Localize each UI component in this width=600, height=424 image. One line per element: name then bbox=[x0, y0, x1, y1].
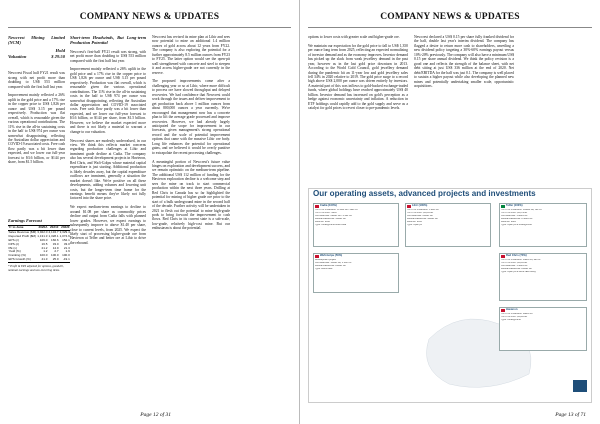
country-flag-icon bbox=[407, 205, 411, 208]
asset-detail-line: Mineral Resources: 8.5Moz Au bbox=[501, 217, 533, 220]
asset-name: Telfer (100%) bbox=[506, 204, 523, 208]
article-paragraph: We maintain our expectation for the gold price to fall to US$ 1,350 per ounce long term from 2025, reflecting an expected normalizing of investor demand and as the economy improves. Investor demand has picked up the slack from weak jewellery demand in the past year, however as in the last gold price downturn in 2013. According to the World Gold Council, gold jewellery demand during the pandemic hit an 11-year low and gold jewellery sales fell 34% in 2020 relative to 2019. The gold price surge to a record high above US$ 2,000 per ounce was driven entirely by investors. A material part of this was inflows to gold-backed exchange-traded funds, where global holdings have reached approximately US$ 40 billion. Investor demand has increased on gold's perception as a hedge against economic uncertainty and inflation. A reduction in ETF holdings could rapidly add to the gold supply and serve as a catalyst for gold prices to revert closer to pre-pandemic levels. bbox=[308, 43, 408, 111]
earnings-cell: 21.3 bbox=[63, 245, 70, 250]
earnings-cell: 33.0 bbox=[63, 241, 70, 246]
asset-detail-line: Ore Reserves: 29Moz Au / 4.1Mt Cu bbox=[315, 214, 352, 217]
earnings-row-label: DPS (c) bbox=[8, 241, 20, 246]
asset-detail-line: Ore Reserves: 1.5Moz Au bbox=[501, 264, 528, 267]
asset-card-header bbox=[315, 255, 397, 258]
earnings-cell: 100.0 bbox=[39, 253, 48, 258]
page-header: COMPANY NEWS & UPDATES bbox=[380, 12, 520, 22]
earnings-cell: 152.1 bbox=[62, 237, 70, 242]
earnings-note: * Profit & EPS adjusted for options, goodwill, notional earnings and non-recurring items. bbox=[8, 264, 64, 272]
asset-name: Red Chris (70%) bbox=[506, 254, 527, 258]
earnings-row-label: Sales Revenue ($M) bbox=[8, 229, 37, 234]
article-paragraph: options to lower costs with greater scale and higher-grade ore. bbox=[308, 35, 400, 39]
operations-title: Our operating assets, advanced projects and investments bbox=[313, 189, 536, 198]
asset-detail-line: H1 FY21 Production: 16koz Au, 9kt Cu bbox=[501, 259, 541, 261]
page-number: Page 12 of 31 bbox=[140, 412, 171, 418]
summary-paragraph: Newcrest Fiscal half FY21 result was strong with net profit more than doubling to US$ 553 million compared with the first half last year. bbox=[8, 71, 65, 89]
earnings-cell: 106.0 bbox=[39, 237, 48, 242]
asset-name: Lihir (100%) bbox=[412, 204, 428, 208]
asset-detail-line: H1 FY21 Production: 189koz Au, 5kt Cu bbox=[501, 209, 542, 211]
asset-detail-line: Type: Underground bbox=[501, 318, 521, 321]
asset-card bbox=[313, 203, 399, 247]
country-flag-icon bbox=[315, 255, 319, 258]
earnings-cell: -19.1 bbox=[59, 258, 70, 262]
article-headline: Short-term Headwinds, But Long-term Production Potential bbox=[70, 35, 146, 46]
asset-card bbox=[499, 203, 587, 247]
asset-detail-line: Mineral Resources: 48Moz Au bbox=[407, 217, 438, 220]
asset-detail-line: Type: Underground block cave bbox=[315, 223, 347, 226]
article-column-3 bbox=[308, 35, 408, 115]
asset-detail-line: H1 FY21 AISC: $1,025/oz bbox=[501, 315, 528, 318]
article-column-2 bbox=[152, 35, 230, 235]
valuation-value: $ 29.50 bbox=[51, 53, 65, 59]
asset-card-header bbox=[501, 205, 585, 208]
page-header: COMPANY NEWS & UPDATES bbox=[79, 12, 220, 22]
asset-card bbox=[499, 307, 587, 351]
country-flag-icon bbox=[501, 205, 505, 208]
earnings-cell: 1.2 bbox=[43, 249, 48, 254]
earnings-cell: 1,328.1 bbox=[48, 233, 59, 238]
earnings-cell: 2.7 bbox=[54, 249, 59, 254]
company-name: Newcrest Mining Limited (NCM) bbox=[8, 35, 65, 46]
earnings-table bbox=[8, 225, 70, 263]
asset-detail-line: Mine life: 2023 bbox=[501, 220, 516, 223]
earnings-col-header: 2021F bbox=[48, 226, 59, 231]
asset-detail-line: Mine life: 2053 bbox=[407, 220, 422, 223]
header-divider bbox=[308, 27, 592, 28]
earnings-cell: 100.0 bbox=[62, 253, 70, 258]
valuation-label: Valuation bbox=[8, 53, 27, 59]
earnings-cell: 1,074.6 bbox=[59, 233, 70, 238]
asset-name: Havieron bbox=[506, 308, 518, 312]
asset-card-header bbox=[315, 205, 397, 208]
asset-detail-line: Ore Reserves: 13Moz Au, 5.3Mt Cu bbox=[315, 261, 352, 264]
asset-detail-line: H1 FY21 Production: 98koz Au bbox=[501, 313, 533, 315]
country-flag-icon bbox=[315, 205, 319, 208]
asset-detail-line: H1 FY21 AISC: $1,055/oz bbox=[407, 211, 434, 214]
earnings-cell: 25.0 bbox=[48, 258, 59, 262]
asset-detail-line: Development project bbox=[315, 259, 337, 261]
earnings-row-label: Yield (%) bbox=[8, 249, 21, 254]
operations-infographic bbox=[308, 188, 592, 403]
earnings-cell: 1.9 bbox=[65, 249, 70, 254]
asset-card-header bbox=[501, 255, 585, 258]
asset-detail-line: Type: Open pit & underground bbox=[501, 223, 532, 226]
earnings-row-label: EPS (c) bbox=[8, 237, 19, 242]
asset-card bbox=[499, 253, 587, 301]
right-page bbox=[300, 0, 600, 424]
earnings-row-label: PE (x) bbox=[8, 245, 17, 250]
asset-detail-line: Ore Reserves: 1.6Moz Au bbox=[501, 214, 528, 217]
article-column-1 bbox=[70, 35, 146, 250]
asset-detail-line: Mineral Resources: 20Moz Au bbox=[501, 267, 532, 270]
earnings-col-header: Yr to June bbox=[8, 226, 37, 231]
asset-detail-line: Mine life: 2050 bbox=[315, 220, 330, 223]
country-flag-icon bbox=[501, 309, 505, 312]
earnings-cell: 14.9 bbox=[52, 245, 59, 250]
asset-detail-line: H1 FY21 AISC: $1,674/oz bbox=[501, 211, 528, 214]
earnings-cell: 21.2 bbox=[41, 245, 48, 250]
asset-detail-line: Type: Block cave bbox=[315, 267, 333, 270]
earnings-cell: 3,329.4 bbox=[59, 229, 70, 234]
earnings-cell: 3,922.0 bbox=[37, 229, 48, 234]
earnings-cell: 4,134.7 bbox=[48, 229, 59, 234]
rating-value: Hold bbox=[55, 48, 65, 54]
article-paragraph: A meaningful portion of Newcrest's future value hinges on exploration and development success, and we remain optimistic on the medium-term pipeline. The additional US$ 112 million of funding for the Havieron exploration decline is a welcome step and sees the mine on track to start commercial production within the next three years. Drilling at Red Chris in Canada has so far highlighted the potential for mining of higher grade ore prior to the start of a bulk underground mine in the second half of the decade. Further activity will be undertaken in 2021 to flesh out the potential to mine high-grade pods to bring forward the improvement to cash flows. Red Chris in its current state is a sub-scale, low-grade, relatively high-cost mine. But our enthusiasm is about the potential. bbox=[152, 159, 230, 231]
article-paragraph: Newcrest has revised its mine plan at Lihir and sees now potential to mine an additional 1.4 million ounces of gold across about 12 years from FY22. The company is also exploring the potential for a further approximately 8.5 million ounces from FY23 to FY25. The latter option would see the open-pit wall strengthened with concrete and steel to steepen it and access higher-grade ore not currently in the reserve. bbox=[152, 35, 230, 75]
page-number: Page 13 of 71 bbox=[555, 412, 586, 418]
earnings-forecast bbox=[8, 218, 70, 273]
article-paragraph: Improvement mainly reflected a 26% uplift in the gold price and a 17% rise in the copper price to US$ 1,826 per ounce and US$ 3.15 per pound respectively. Production was flat overall, which is reasonable given the various operational contributions. The 11% rise in the all-in sustaining costs in the half to US$ 974 per ounce was somewhat disappointing, reflecting the Australian dollar appreciation and COVID-19 associated costs. Free cash flow partly was a bit lower than expected, and we lower our full-year forecast to $3.6 billion, or $144 per share, from $1.5 billion. However, we believe the market expected more and there is not likely a material to warrant a change to our valuation. bbox=[70, 67, 146, 134]
earnings-col-header: 2022F bbox=[59, 226, 70, 231]
earnings-cell: 16.5 bbox=[41, 241, 48, 246]
header-divider bbox=[8, 27, 291, 28]
asset-detail-line: Ore Reserves: 23Moz Au bbox=[407, 214, 433, 217]
earnings-row-label: Reported Profit ($M) bbox=[8, 233, 37, 238]
asset-name: Wafi-Golpu (50%) bbox=[320, 254, 343, 258]
article-paragraph: Newcrest's first-half FY21 result was strong, with net profit more than doubling to US$ 553 million compared with the first half last year. bbox=[70, 49, 146, 63]
earnings-row-label: Franking (%) bbox=[8, 253, 26, 258]
asset-detail-line: Type: Open pit & block cave study bbox=[501, 270, 536, 273]
asset-card bbox=[313, 253, 399, 293]
asset-detail-line: H1 FY21 AISC: $1,055/oz bbox=[501, 261, 528, 264]
asset-detail-line: Mineral Resources: 50Moz Au bbox=[315, 217, 346, 220]
earnings-title: Earnings Forecast bbox=[8, 218, 42, 223]
earnings-cell: 1,131.3 bbox=[37, 233, 48, 238]
asset-card bbox=[405, 203, 491, 247]
earnings-row-label: EPS Growth (%) bbox=[8, 258, 37, 262]
earnings-col-header: 2020A bbox=[38, 225, 48, 229]
company-summary-column bbox=[8, 35, 65, 169]
page-tab-marker bbox=[573, 380, 587, 392]
country-flag-icon bbox=[501, 255, 505, 258]
earnings-cell: 166.6 bbox=[51, 237, 59, 242]
earnings-cell: 41.3 bbox=[37, 258, 48, 262]
asset-detail-line: Type: Open pit bbox=[407, 223, 422, 226]
earnings-cell: 33.0 bbox=[52, 241, 59, 246]
article-paragraph: We expect medium-term earnings to decline to around $1.08 per share as commodity prices decline and output from Cadia falls with planned lower grades. However, we expect earnings to subsequently improve to above $1.40 per share, close to current levels, from 2025. We expect the likely start of processing higher-grade ore from Havieron at Telfer and better ore at Lihir to drive the rebound. bbox=[70, 205, 146, 245]
asset-card-header bbox=[501, 309, 585, 312]
article-paragraph: The proposed improvements come after a challenging year or so at Lihir, where more difficult to process ore have slowed throughput and delayed recoveries. We had confidence that Newcrest could work through the issues and deliver improvement to get production back above 1 million ounces from about 800,000 ounces a year currently. We're encouraged that management now has a concrete plan to lift the average grade processed and improve recoveries. However, we had already largely anticipated the scope for improvement in our forecasts, given management's strong operational record and the scale of potential improvement options that came with the massive Lihir ore body. Long life enhances the potential for operational gains, and we believed it would be overly punitive to extrapolate the recent processing challenges. bbox=[152, 79, 230, 155]
asset-detail-line: Mineral Resources: 28Moz Au bbox=[315, 264, 346, 267]
asset-detail-line: H1 FY21 Production: 373koz Au / 32kt Cu bbox=[315, 209, 358, 211]
asset-card-header bbox=[407, 205, 489, 208]
earnings-row bbox=[8, 258, 70, 262]
asset-detail-line: H1 FY21 Production: 3 Moz Au bbox=[407, 209, 439, 211]
summary-paragraph: Improvement mainly reflected a 26% uplift in the gold price and a 17% rise in the copper price to US$ 1,826 per ounce and US$ 3.15 per pound respectively. Production was flat overall, which is reasonable given the various operational contributions. The 11% rise in the all-in sustaining costs in the half to US$ 974 per ounce was somewhat disappointing, reflecting the Australian dollar appreciation and COVID-19 associated costs. Free cash flow partly was a bit lower than expected, and we lower our full-year forecast to $3.6 billion, or $144 per share, from $1.5 billion. bbox=[8, 93, 65, 165]
article-paragraph: Newcrest declared a US$ 0.15 per share fully franked dividend for the half, double last year's interim dividend. The company has flagged a desire to return more cash to shareholders, unveiling a new dividend policy targeting a 30%-60% earnings payout versus 10%-20% previously. The company will also have a minimum US$ 0.15 per share annual dividend. We think the policy revision is a good one and reflects the strength of the balance sheet, with net debt sitting at just US$ 336 million at the end of 2020. Net debt/EBITDA for the half was just 0.1. The company is well placed to sustain a higher payout while also developing the planned new mines and potentially undertaking smaller scale, opportunistic acquisitions. bbox=[414, 35, 514, 88]
article-column-4 bbox=[414, 35, 514, 93]
asset-detail-line: H1 FY21 AISC: 34/oz bbox=[315, 211, 337, 214]
earnings-cell: 100.0 bbox=[51, 253, 59, 258]
article-paragraph: Newcrest shares are modestly undervalued, in our view. We think this reflects market concerns regarding production challenges at Lihir and imminent grade decline at Cadia. The company also has several development projects in Havieron, Red Chris, and Wafi-Golpu whose material capital expenditure is just starting. Additional production is likely decades away, but the capital expenditure outflows are imminent, generally a situation the market doesn't like. We're positive on all these developments, adding volumes and lowering unit costs, but the longer-term time frame for the earnings benefit means they're likely not fully factored into the share price. bbox=[70, 138, 146, 201]
asset-name: Cadia (100%) bbox=[320, 204, 337, 208]
